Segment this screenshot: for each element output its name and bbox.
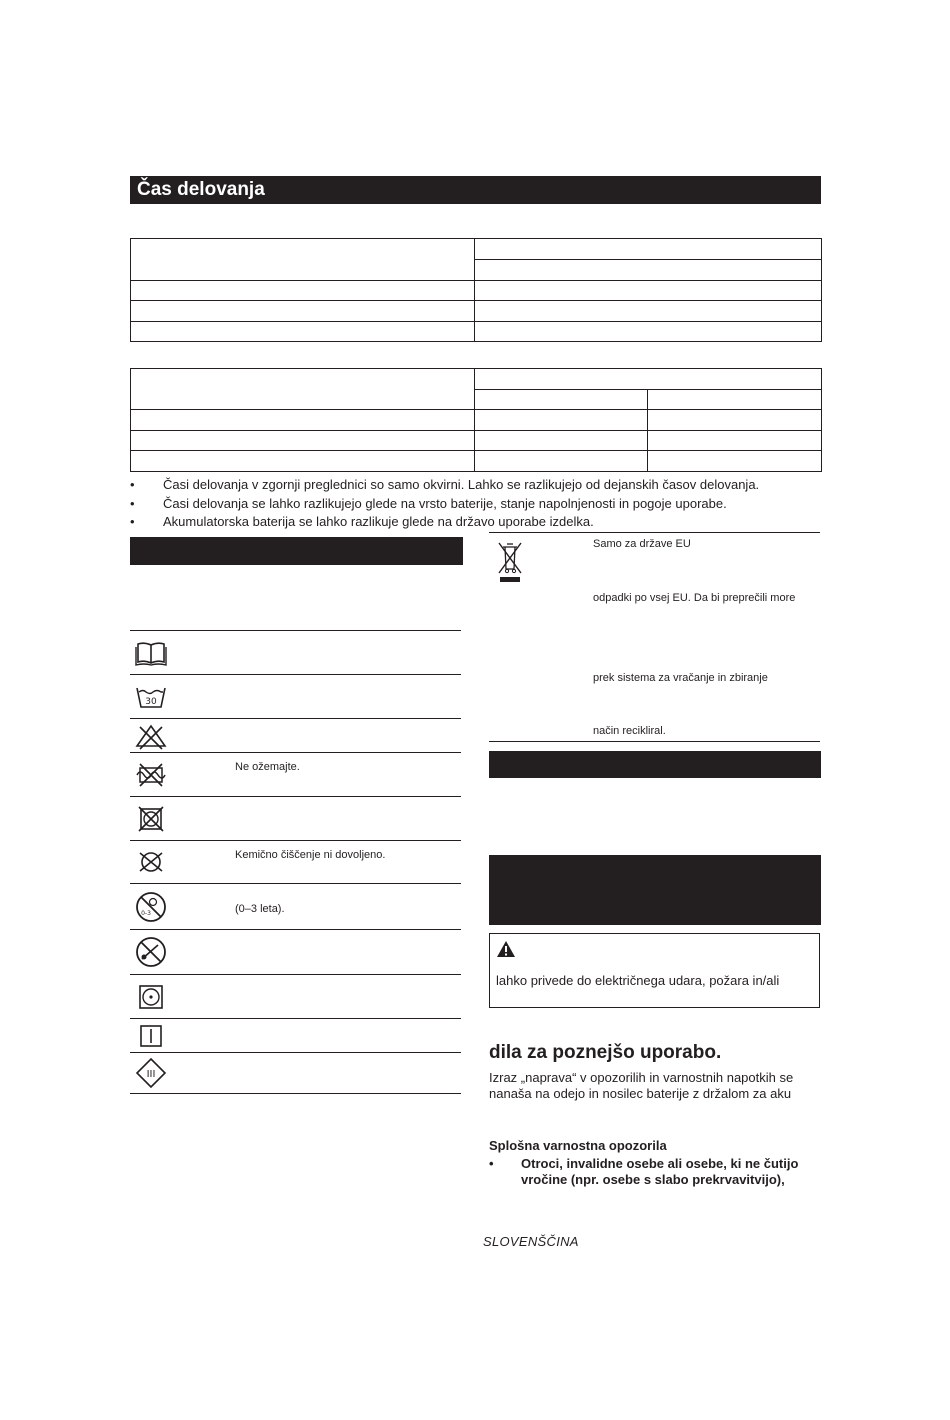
wash-30-icon <box>134 680 168 714</box>
symbols-section-bar <box>130 537 463 565</box>
table-cell <box>475 431 648 451</box>
no-pin-icon <box>134 935 168 969</box>
symbol-text: (0–3 leta). <box>235 903 285 915</box>
table-cell <box>475 410 648 431</box>
table-cell <box>131 410 475 431</box>
right-section-bar <box>489 751 821 778</box>
no-bleach-icon <box>134 719 168 753</box>
table-cell <box>648 410 822 431</box>
symbol-row <box>130 929 461 974</box>
symbol-row <box>130 840 461 883</box>
symbol-row <box>130 718 461 752</box>
svg-text:30: 30 <box>145 696 157 707</box>
symbol-row <box>130 1052 461 1094</box>
symbol-row <box>130 1018 461 1052</box>
table-cell <box>131 281 475 301</box>
table-cell <box>131 451 475 472</box>
safety-intro-line-1: Izraz „naprava“ v opozorilih in varnostnih napotkih se <box>489 1070 794 1085</box>
table-cell <box>648 390 822 410</box>
safety-bullet-line-2: vročine (npr. osebe s slabo prekrvavitvijo), <box>521 1172 785 1187</box>
read-manual-icon <box>134 636 168 670</box>
section-title: Čas delovanja <box>137 179 265 200</box>
tumble-dry-icon <box>134 980 168 1014</box>
symbol-row <box>130 630 461 674</box>
eu-text-line: odpadki po vsej EU. Da bi preprečili more <box>593 592 796 604</box>
svg-text:III: III <box>146 1069 156 1080</box>
table-cell <box>475 451 648 472</box>
symbol-row <box>130 674 461 718</box>
eu-text-line: prek sistema za vračanje in zbiranje <box>593 672 768 684</box>
table-cell <box>475 390 648 410</box>
do-not-wring-icon <box>134 758 168 792</box>
symbol-row <box>130 883 461 929</box>
list-item: • Časi delovanja v zgornji preglednici so samo okvirni. Lahko se razlikujejo od dejanskih časov delovanja. <box>130 476 830 495</box>
list-item: • Časi delovanja se lahko razlikujejo glede na vrsto baterije, stanje napolnjenosti in pogoje uporabe. <box>130 495 830 514</box>
safety-warnings-banner <box>489 855 821 925</box>
table-cell <box>475 369 822 390</box>
symbol-row <box>130 796 461 840</box>
table-cell <box>131 301 475 322</box>
warning-triangle-icon <box>496 940 516 958</box>
symbol-text: Kemično čiščenje ni dovoljeno. <box>235 849 386 861</box>
eu-text-line: način recikliral. <box>593 725 666 737</box>
class-three-icon <box>134 1056 168 1090</box>
bullet-icon: • <box>489 1156 494 1171</box>
table-cell <box>475 260 822 281</box>
eu-text-line: Samo za države EU <box>593 538 691 550</box>
warning-box <box>489 933 820 1008</box>
table-cell <box>648 431 822 451</box>
not-for-children-0-3-icon <box>134 890 168 924</box>
list-item: • Akumulatorska baterija se lahko razlikuje glede na državo uporabe izdelka. <box>130 513 830 532</box>
safety-heading: dila za poznejšo uporabo. <box>489 1042 722 1063</box>
no-tumble-dry-icon <box>134 802 168 836</box>
table-cell <box>475 239 822 260</box>
table-cell <box>131 239 475 281</box>
notes-list <box>130 476 830 532</box>
table-cell <box>131 322 475 342</box>
safety-bullet-line-1: Otroci, invalidne osebe ali osebe, ki ne čutijo <box>521 1156 799 1171</box>
table-cell <box>648 451 822 472</box>
crossed-bin-icon <box>495 539 525 583</box>
table-cell <box>475 301 822 322</box>
table-cell <box>131 369 475 410</box>
table-cell <box>475 281 822 301</box>
line-dry-icon <box>134 1019 168 1053</box>
symbol-text: Ne ožemajte. <box>235 761 300 773</box>
safety-intro-line-2: nanaša na odejo in nosilec baterije z držalom za aku <box>489 1086 792 1101</box>
table-cell <box>475 322 822 342</box>
page-language-footer: SLOVENŠČINA <box>483 1234 579 1249</box>
table-cell <box>131 431 475 451</box>
no-dry-clean-icon <box>134 845 168 879</box>
operating-time-table-2 <box>130 368 822 472</box>
section-title-bar <box>130 176 821 204</box>
general-warnings-title: Splošna varnostna opozorila <box>489 1138 667 1153</box>
symbol-row <box>130 752 461 796</box>
warning-text: lahko privede do električnega udara, požara in/ali <box>496 973 780 988</box>
symbol-row <box>130 974 461 1018</box>
symbols-table <box>130 630 461 1094</box>
svg-text:0-3: 0-3 <box>141 909 151 917</box>
operating-time-table-1 <box>130 238 822 342</box>
eu-disposal-box <box>489 532 820 742</box>
